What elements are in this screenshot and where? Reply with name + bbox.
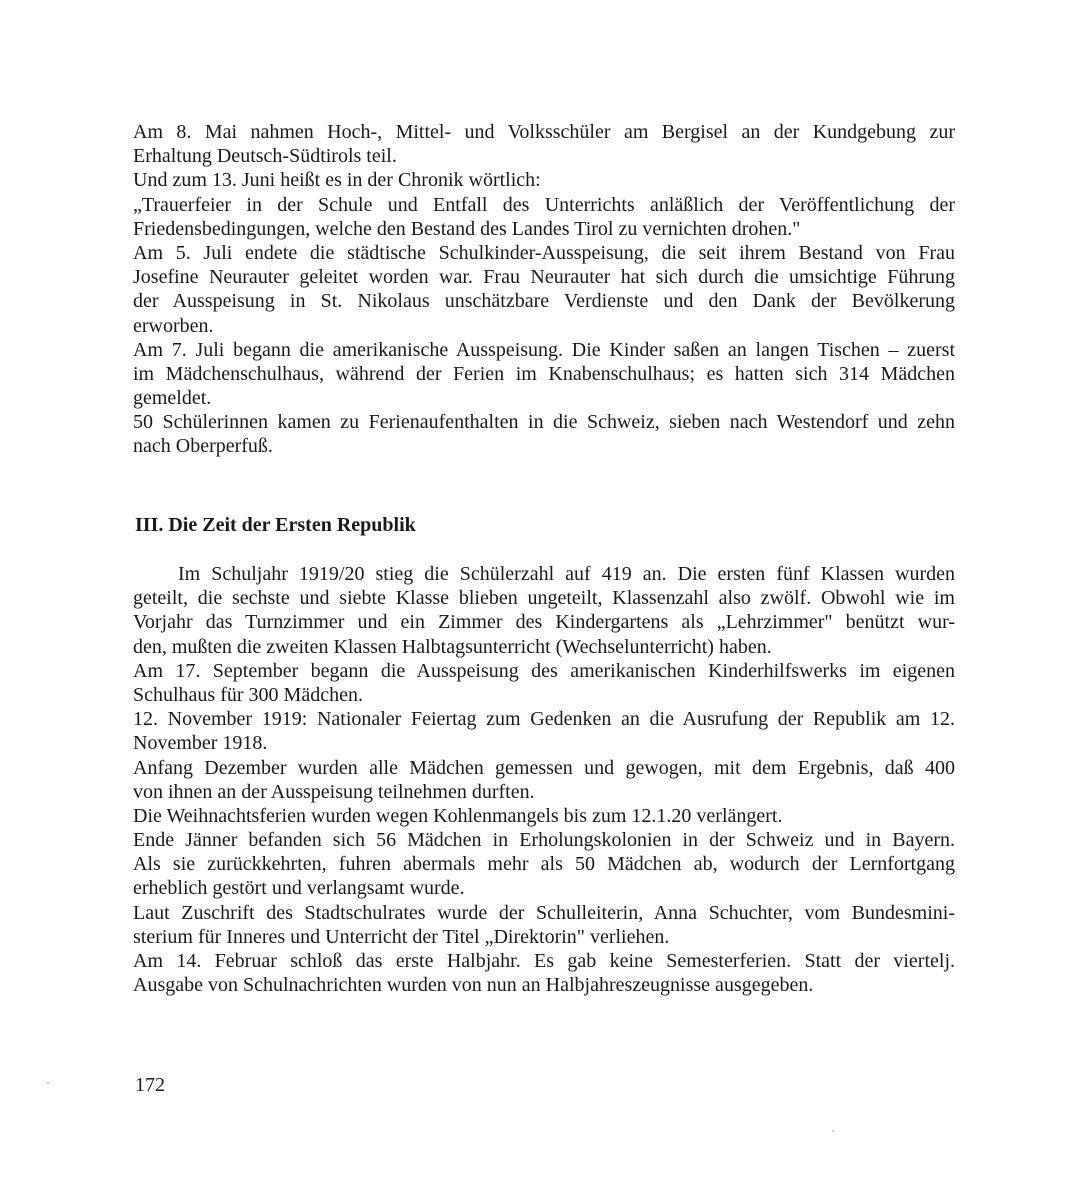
text-line: „Trauerfeier in der Schule und Entfall des Unterrichts anläßlich der Veröffentlichung der xyxy=(133,193,955,216)
text-line: Im Schuljahr 1919/20 stieg die Schülerzahl auf 419 an. Die ersten fünf Klassen wurden xyxy=(178,563,955,585)
text-line: Ausgabe von Schulnachrichten wurden von nun an Halbjahreszeugnisse ausgegeben. xyxy=(133,974,814,997)
text-line: Am 8. Mai nahmen Hoch-, Mittel- und Volksschüler am Bergisel an der Kundgebung zur xyxy=(133,121,955,143)
text-line: Die Weihnachtsferien wurden wegen Kohlenmangels bis zum 12.1.20 verlängert. xyxy=(133,804,783,827)
text-line: Am 17. September begann die Ausspeisung des amerikanischen Kinderhilfswerks im eigenen xyxy=(133,659,955,682)
text-line: Friedensbedingungen, welche den Bestand des Landes Tirol zu vernichten drohen." xyxy=(133,217,801,240)
text-line: erworben. xyxy=(133,314,214,337)
text-line: sterium für Inneres und Unterricht der Titel „Direktorin" verliehen. xyxy=(133,925,670,948)
text-line: geteilt, die sechste und siebte Klasse blieben ungeteilt, Klassenzahl also zwölf. Obwohl wie im xyxy=(133,587,955,610)
text-line: Anfang Dezember wurden alle Mädchen gemessen und gewogen, mit dem Ergebnis, daß 400 xyxy=(133,756,955,779)
text-line: 12. November 1919: Nationaler Feiertag zum Gedenken an die Ausrufung der Republik am 12. xyxy=(133,708,955,731)
text-line: im Mädchenschulhaus, während der Ferien im Knabenschulhaus; es hatten sich 314 Mädchen xyxy=(133,362,955,385)
text-line: Am 5. Juli endete die städtische Schulkinder-Ausspeisung, die seit ihrem Bestand von Frau xyxy=(133,241,955,264)
text-line: Als sie zurückkehrten, fuhren abermals mehr als 50 Mädchen ab, wodurch der Lernfortgang xyxy=(133,853,955,876)
text-line: 50 Schülerinnen kamen zu Ferienaufenthalten in die Schweiz, sieben nach Westendorf und zehn xyxy=(133,411,955,434)
text-line: von ihnen an der Ausspeisung teilnehmen durften. xyxy=(133,780,535,803)
text-line: Am 7. Juli begann die amerikanische Ausspeisung. Die Kinder saßen an langen Tischen – zuerst xyxy=(133,338,955,361)
text-line: Am 14. Februar schloß das erste Halbjahr. Es gab keine Semesterferien. Statt der viertelj. xyxy=(133,950,955,972)
text-line: Laut Zuschrift des Stadtschulrates wurde der Schulleiterin, Anna Schuchter, vom Bundesmini- xyxy=(133,901,955,924)
scan-speck xyxy=(47,1082,49,1084)
text-line: November 1918. xyxy=(133,732,268,755)
page-number: 172 xyxy=(135,1074,165,1096)
text-line: den, mußten die zweiten Klassen Halbtagsunterricht (Wechselunterricht) haben. xyxy=(133,635,772,658)
text-line: Erhaltung Deutsch-Südtirols teil. xyxy=(133,145,397,168)
text-line: nach Oberperfuß. xyxy=(133,435,273,458)
text-line: Und zum 13. Juni heißt es in der Chronik wörtlich: xyxy=(133,169,541,192)
chronicle-paragraphs-1919-20 xyxy=(133,562,955,997)
text-line: Ende Jänner befanden sich 56 Mädchen in Erholungskolonien in der Schweiz und in Bayern. xyxy=(133,829,955,852)
text-line: erheblich gestört und verlangsamt wurde. xyxy=(133,877,465,900)
section-heading: III. Die Zeit der Ersten Republik xyxy=(135,514,416,536)
text-line: Josefine Neurauter geleitet worden war. Frau Neurauter hat sich durch die umsichtige Führung xyxy=(133,266,955,289)
chronicle-paragraphs-1919 xyxy=(133,120,955,459)
text-line: der Ausspeisung in St. Nikolaus unschätzbare Verdienste und den Dank der Bevölkerung xyxy=(133,290,955,313)
text-line: gemeldet. xyxy=(133,387,212,410)
text-line: Schulhaus für 300 Mädchen. xyxy=(133,683,363,706)
text-line: Vorjahr das Turnzimmer und ein Zimmer des Kindergartens als „Lehrzimmer" benützt wur- xyxy=(133,611,955,634)
scan-speck xyxy=(832,1130,834,1132)
